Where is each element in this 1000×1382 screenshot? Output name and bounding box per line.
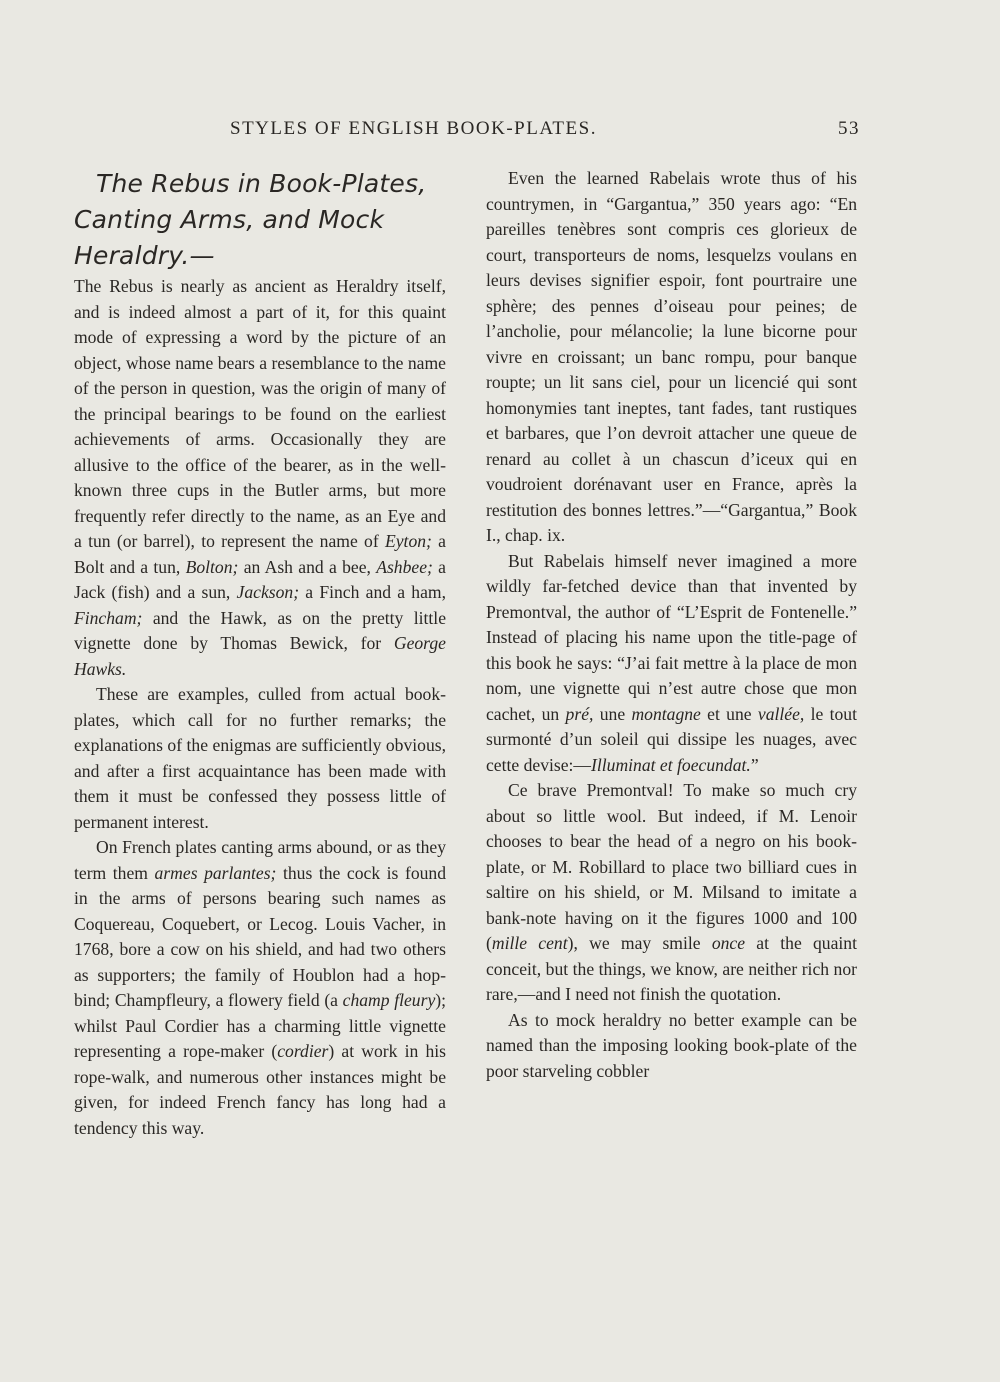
text-run: thus the cock is found in the arms of persons bearing such names as Coquereau, Coquebert, or Lecog. Louis Vacher, in 1768, bore a cow on his shield, and had two others as supporters; the family of Houblon had a hop-bind; Champfleury, a flowery field (a [74,862,447,1010]
italic-term: once [711,933,746,953]
right-paragraph-2 [486,549,857,779]
text-run: a Finch and a ham, [299,582,446,602]
italic-name: George Hawks. [74,633,446,679]
left-paragraph-2: These are examples, culled from actual book-plates, which call for no further remarks; the explanations of the enigmas are sufficiently obvious, and after a first acquaintance has been made with them it must be confessed they possess little of permanent interest. [74,684,446,832]
running-title: STYLES OF ENGLISH BOOK-PLATES. [230,118,597,139]
italic-name: Eyton; [385,531,432,551]
italic-term: mille cent [491,933,568,953]
italic-term: vallée, [757,703,805,724]
text-run: at the quaint conceit, but the things, we know, are neither rich nor rare,—and I need not finish the quotation. [486,933,857,1004]
right-paragraph-4: As to mock heraldry no better example can be named than the imposing looking book-plate of the poor starveling cobbler [486,1009,857,1081]
italic-name: Bolton; [185,556,239,577]
right-column [486,166,857,1084]
text-run: The Rebus is nearly as ancient as Heraldry itself, and is indeed almost a part of it, for this quaint mode of expressing a word by the picture of an object, whose name bears a resemblance to the name of the person in question, was the origin of many of the principal bearings to be found on the earliest achievements of arms. Occasionally they are allusive to the office of the bearer, as in the well-known three cups in the Butler arms, but more frequently refer directly to the name, as an Eye and a tun (or barrel), to represent the name of [74,276,446,551]
italic-term: armes parlantes; [154,862,277,883]
left-column [74,166,446,1141]
italic-term: montagne [631,703,701,724]
text-run: ); whilst Paul Cordier has a charming little vignette representing a rope-maker ( [74,990,447,1061]
text-run: ), we may smile [567,933,712,953]
left-paragraph-1 [74,274,446,682]
text-run: On French plates canting arms abound, or as they term them [74,837,446,883]
left-paragraph-3 [74,835,446,1141]
italic-term: cordier [277,1041,329,1061]
page-number: 53 [838,118,860,139]
italic-term: Illuminat et foecundat. [591,754,751,775]
section-heading: The Rebus in Book-Plates, Canting Arms, and Mock Heraldry.— [74,169,427,270]
italic-term: pré, [565,703,594,724]
italic-name: Jackson; [236,582,300,602]
text-run: a Bolt and a tun, [74,531,446,577]
italic-term: champ fleury [342,990,436,1010]
text-run: But Rabelais himself never imagined a more wildly far-fetched device than that invented by Premontval, the author of “L’Esprit de Fontenelle.” Instead of placing his name upon the title-page of this book he says: “J’ai fait mettre à la place de mon nom, une vignette qui n’est autre chose que mon cachet, un [486,550,857,724]
text-run: et une [700,703,758,724]
italic-name: Ashbee; [376,556,433,577]
text-run: Ce brave Premontval! To make so much cry about so little wool. But indeed, if M. Lenoir chooses to bear the head of a negro on his book-plate, or M. Robillard to place two billiard cues in saltire on his shield, or M. Milsand to imitate a bank-note having on it the figures 1000 and 100 ( [486,780,857,953]
text-run: ) at work in his rope-walk, and numerous other instances might be given, for indeed French fancy has long had a tendency this way. [74,1041,446,1138]
text-run: ” [750,754,759,775]
text-run: a Jack (fish) and a sun, [74,556,446,602]
italic-name: Fincham; [74,607,143,628]
right-paragraph-1: Even the learned Rabelais wrote thus of his countrymen, in “Gargantua,” 350 years ago: “En pareilles tenèbres sont compris ces glorieux de court, transporteurs de noms, lesquelzs voulans en leurs devises signifier espoir, font pourtraire une sphère; des pennes d’oiseau pour peines; de l’ancholie, pour mélancolie; la lune bicorne pour vivre en croissant; un banc rompu, pour banque roupte; un lit sans ciel, pour un licencié qui sont homonymies tant ineptes, tant fades, tant rustiques et barbares, que l’on devroit attacher une queue de renard au collet à un chascun d’iceux qui en voudroient dorénavant user en France, après la restitution des bonnes lettres.”—“Gargantua,” Book I., chap. ix. [486,168,857,545]
text-run: le tout surmonté d’un soleil qui dissipe les nuages, avec cette devise:— [486,703,857,775]
text-run: une [593,703,632,724]
text-run: and the Hawk, as on the pretty little vignette done by Thomas Bewick, for [74,607,446,653]
text-run: an Ash and a bee, [238,556,377,577]
right-paragraph-3 [486,778,857,1008]
